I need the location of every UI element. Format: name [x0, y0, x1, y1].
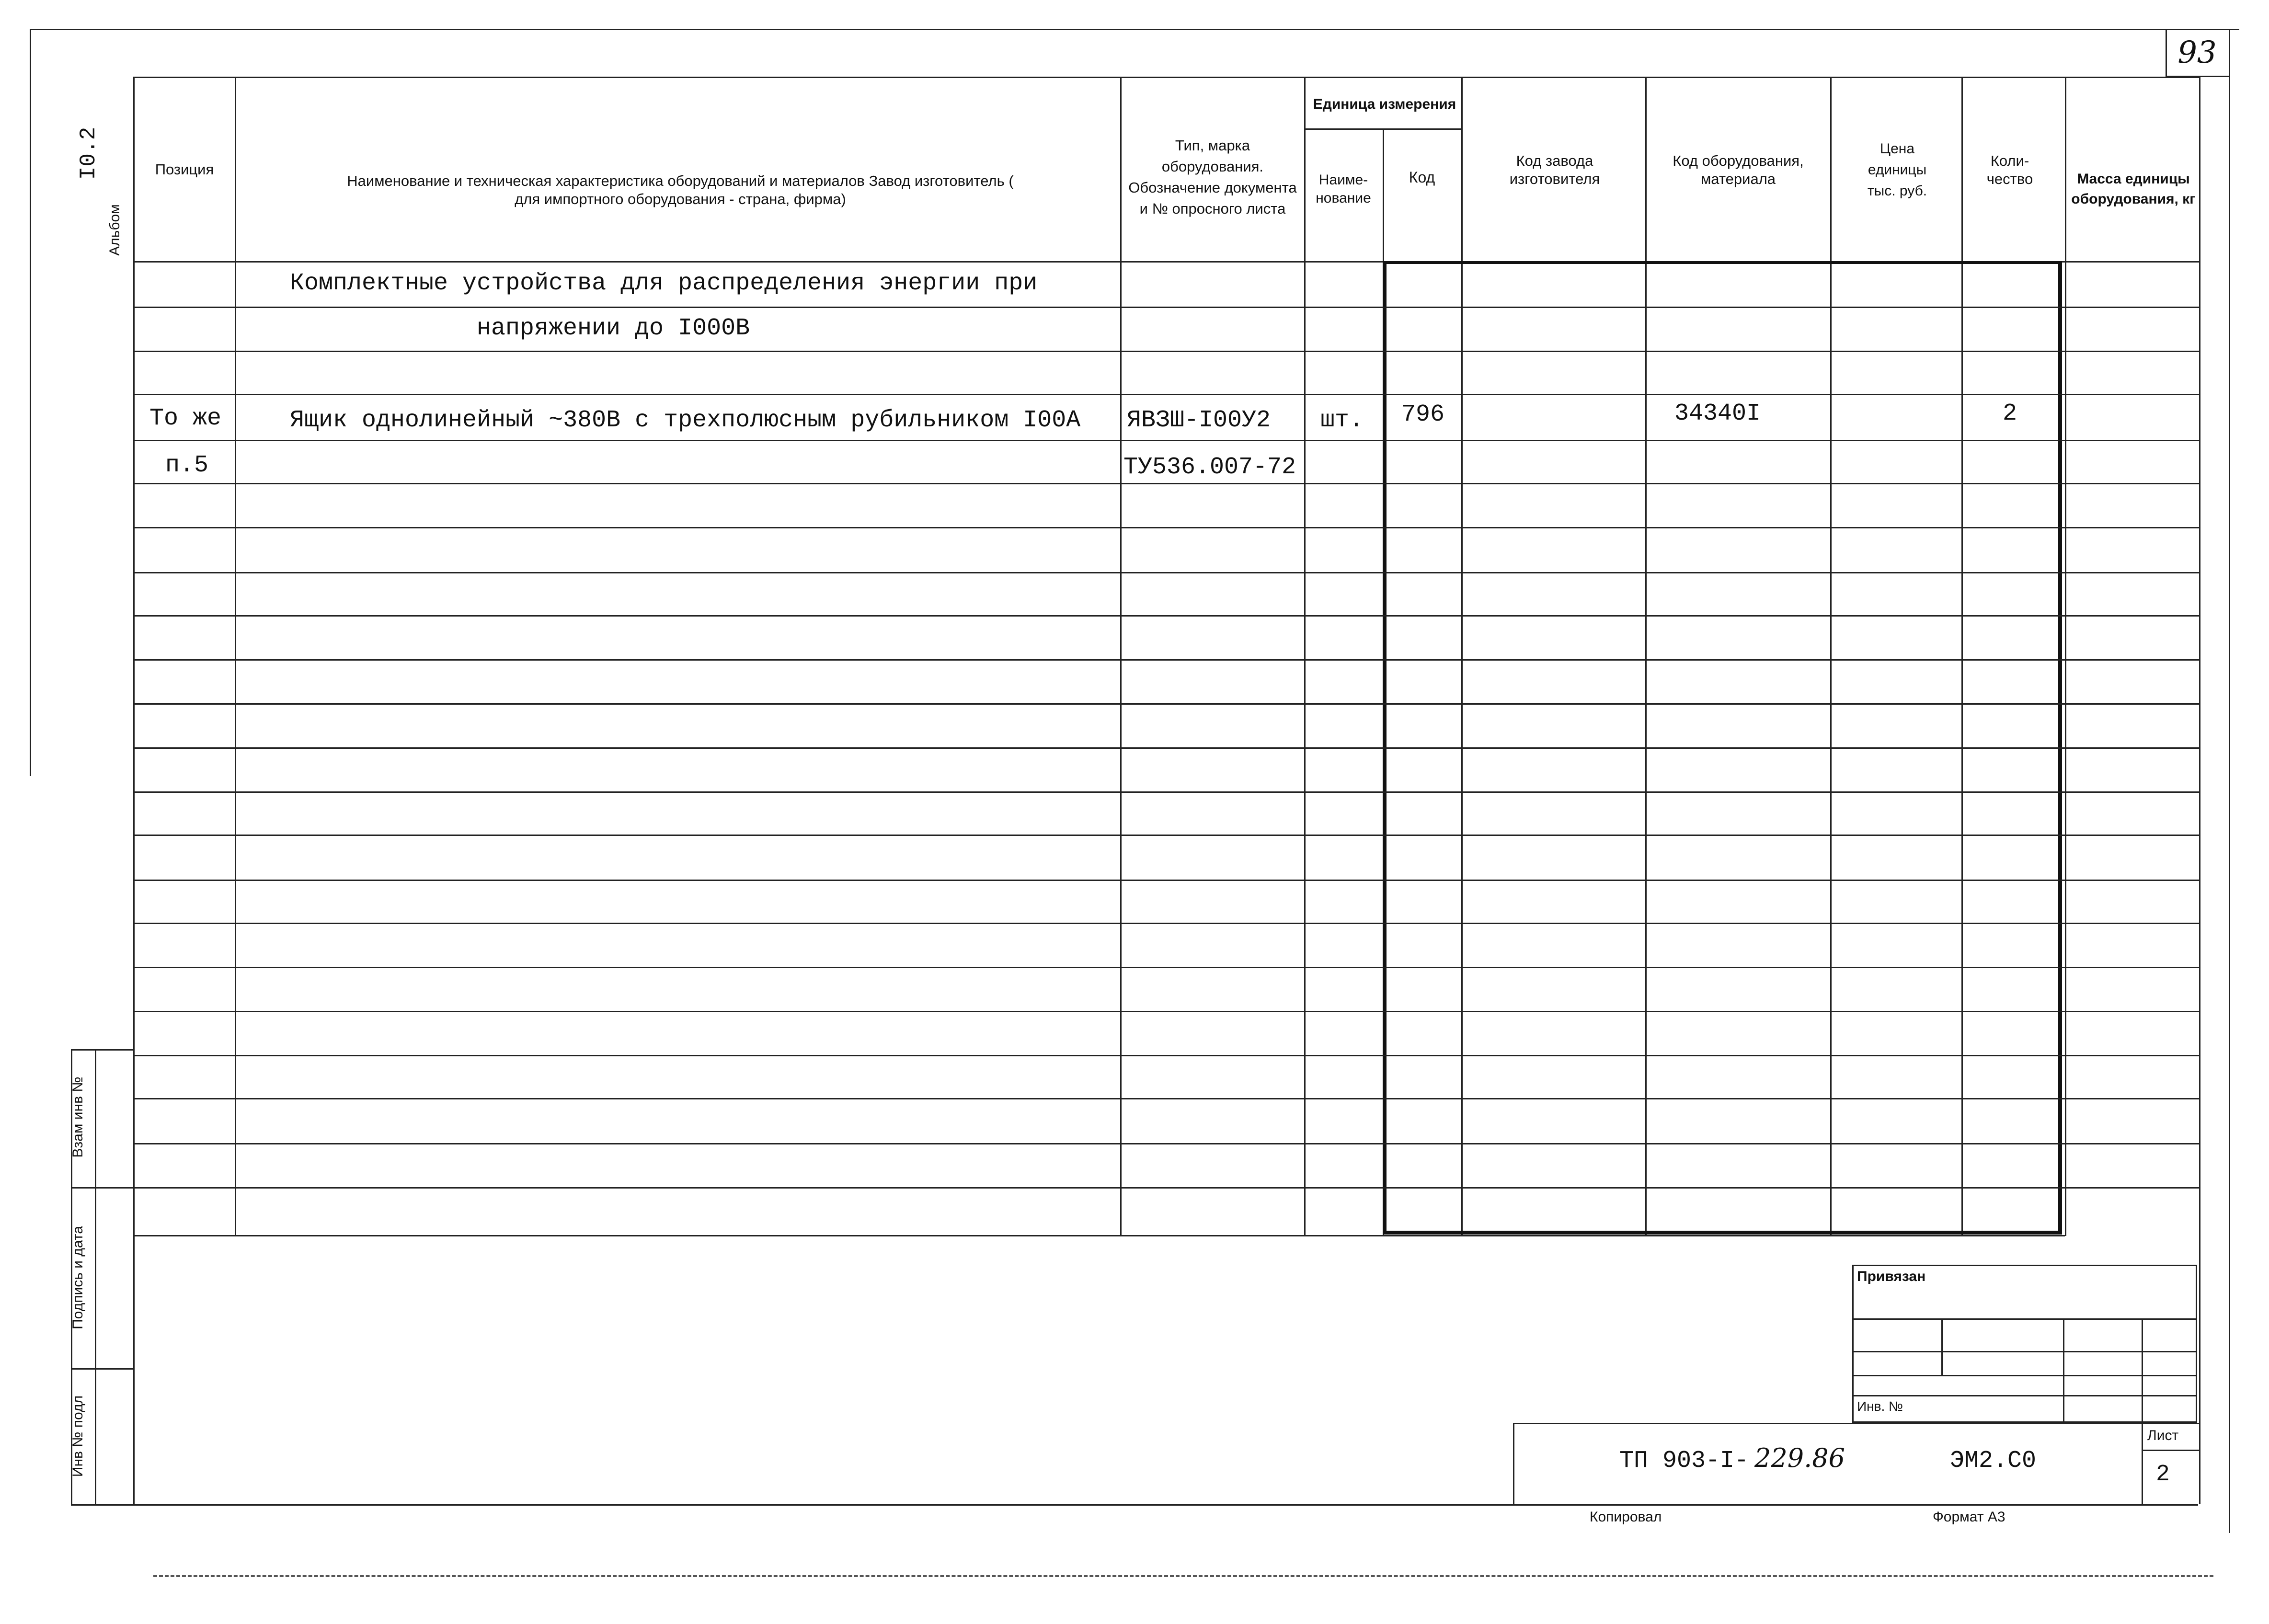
doc-code: ЭМ2.С0 — [1950, 1447, 2037, 1475]
row-4-type: ТУ536.007-72 — [1123, 454, 1296, 481]
main-stamp — [1513, 1423, 2199, 1505]
header-price: Цена единицы тыс. руб. — [1867, 141, 1927, 199]
inv-no-label: Инв. № — [1857, 1399, 1903, 1414]
privyazan-col-2 — [2063, 1318, 2064, 1423]
row-line — [133, 440, 2199, 441]
row-3-code: 796 — [1401, 401, 1445, 428]
row-line — [133, 351, 2199, 352]
page-number: 93 — [2177, 35, 2217, 70]
row-line — [133, 835, 2199, 836]
row-line — [133, 1143, 2199, 1144]
privyazan-line-2 — [1852, 1351, 2197, 1352]
col-line-position — [235, 77, 236, 1236]
row-4-position: п.5 — [165, 452, 209, 479]
col-line-type — [1304, 77, 1306, 1236]
privyazan-line-4 — [1852, 1395, 2197, 1396]
header-factory-code: Код завода изготовителя — [1509, 152, 1600, 187]
doc-prefix: ТП 903-I- — [1619, 1447, 1749, 1475]
stamp-vzam: Взам инв № — [70, 1076, 86, 1158]
row-line — [133, 747, 2199, 749]
row-line — [133, 572, 2199, 573]
kopiroval-label: Копировал — [1590, 1509, 1662, 1525]
stamp-top-line — [71, 1049, 133, 1051]
stamp-line-2 — [71, 1187, 133, 1189]
row-line — [133, 1187, 2199, 1189]
stamp-inv-podl: Инв № подл — [70, 1395, 86, 1477]
doc-number-handwritten: 229.86 — [1754, 1443, 1845, 1473]
header-mass: Масса единицы оборудования, кг — [2071, 171, 2196, 207]
row-line — [133, 615, 2199, 617]
row-3-unit: шт. — [1320, 407, 1364, 434]
row-3-equipment-code: 34340I — [1674, 400, 1761, 427]
header-equipment-code: Код оборудования, материала — [1673, 152, 1804, 187]
row-line — [133, 791, 2199, 793]
row-line — [133, 1235, 2065, 1236]
frame-inner-left — [133, 77, 135, 1504]
row-line — [133, 880, 2199, 881]
row-1-name: Комплектные устройства для распределения энергии при — [290, 270, 1038, 297]
row-line — [133, 703, 2199, 705]
privyazan-label: Привязан — [1857, 1269, 1926, 1284]
row-3-position: То же — [149, 405, 222, 432]
privyazan-line-1 — [1852, 1318, 2197, 1320]
header-type: Тип, марка оборудования. Обозначение документа и № опросного листа — [1128, 137, 1297, 217]
privyazan-block — [1852, 1265, 2197, 1423]
privyazan-col-1 — [1941, 1318, 1943, 1376]
col-line-qty — [2065, 77, 2066, 1236]
bottom-dashed-line — [153, 1575, 2213, 1577]
stamp-podpis: Подпись и дата — [70, 1226, 86, 1329]
row-3-name: Ящик однолинейный ~380В с трехполюсным рубильником I00А — [290, 407, 1081, 434]
album-value: I0.2 — [76, 126, 101, 180]
frame-right — [2229, 29, 2230, 1533]
privyazan-line-3 — [1852, 1375, 2197, 1376]
row-line — [133, 1055, 2199, 1056]
header-unit-name: Наиме-нование — [1316, 172, 1371, 206]
sheet-label: Лист — [2147, 1428, 2179, 1443]
row-2-name: напряжении до I000В — [477, 315, 750, 342]
privyazan-col-3 — [2142, 1318, 2143, 1423]
sheet-box-mid — [2142, 1450, 2199, 1451]
row-line — [133, 967, 2199, 968]
frame-right-inner — [2199, 77, 2200, 1504]
row-line — [133, 483, 2199, 484]
header-unit-code: Код — [1409, 169, 1435, 186]
stamp-mid-line — [95, 1049, 96, 1504]
row-line — [133, 1098, 2199, 1099]
row-3-type: ЯВЗШ-I00У2 — [1127, 407, 1271, 434]
format-label: Формат А3 — [1933, 1509, 2005, 1525]
row-line — [133, 1011, 2199, 1012]
row-3-quantity: 2 — [2003, 400, 2017, 427]
sheet-box-left — [2142, 1423, 2143, 1505]
album-label: Альбом — [107, 204, 123, 256]
row-line — [133, 923, 2199, 924]
row-line — [133, 307, 2199, 308]
frame-top — [30, 29, 2239, 30]
sheet-value: 2 — [2156, 1462, 2170, 1487]
header-quantity: Коли-чество — [1986, 152, 2033, 187]
row-line — [133, 394, 2199, 395]
header-position: Позиция — [155, 160, 214, 178]
row-line — [133, 659, 2199, 661]
col-line-name — [1120, 77, 1122, 1236]
frame-left-edge — [30, 29, 31, 776]
header-unit-group: Единица измерения — [1313, 96, 1456, 112]
header-name: Наименование и техническая характеристика оборудований и материалов Завод изготовитель ( для импортного оборудования - страна, фирма) — [347, 172, 1014, 207]
row-line — [133, 527, 2199, 528]
